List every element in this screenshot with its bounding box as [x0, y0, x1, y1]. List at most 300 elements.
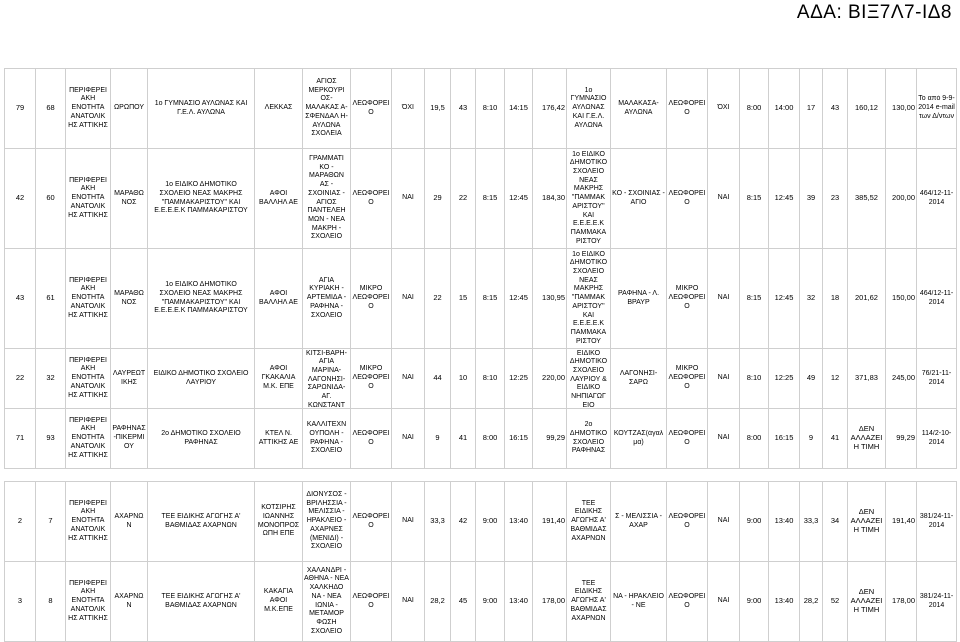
escort-cell	[392, 562, 425, 642]
cost-cell-text: 191,40	[542, 517, 565, 526]
start-time-new-cell-text: 8:00	[746, 104, 762, 113]
vehicle-new-cell-text: ΛΕΩΦΟΡΕΙ Ο	[668, 99, 706, 116]
end-time-new-cell-text: 16:15	[774, 434, 794, 443]
reference-cell	[917, 562, 957, 642]
route-cell	[303, 149, 351, 249]
region-cell-text: ΠΕΡΙΦΕΡΕΙ ΑΚΗ ΕΝΟΤΗΤΑ ΑΝΑΤΟΛΙΚ ΗΣ ΑΤΤΙΚΗΣ	[68, 276, 108, 319]
cost-final-cell-text: 99,29	[896, 434, 915, 443]
route-new-cell	[611, 409, 667, 469]
start-time-new-cell	[740, 149, 769, 249]
escort-new-cell-text: ΝΑΙ	[717, 517, 730, 525]
school-new-cell-text: 1ο ΕΙΔΙΚΟ ΔΗΜΟΤΙΚΟ ΣΧΟΛΕΙΟ ΝΕΑΣ ΜΑΚΡΗΣ "ΠΑΜΜΑΚ ΑΡΙΣΤΟΥ" ΚΑΙ Ε.Ε.Ε.Ε.Κ ΠΑΜΜΑΚΑ ΡΙΣΤΟΥ	[569, 250, 608, 345]
municipality-cell-text: ΛΑΥΡΕΩΤΙΚΗΣ	[112, 369, 146, 386]
vehicle-type-cell-text: ΛΕΩΦΟΡΕΙ Ο	[352, 512, 390, 529]
escort-new-cell-text: ΝΑΙ	[717, 434, 730, 442]
start-time-new-cell-text: 9:00	[746, 517, 762, 526]
cost-cell	[533, 562, 567, 642]
start-time-cell	[476, 349, 505, 409]
carrier-cell-text: ΚΟΤΣΙΡΗΣ ΙΩΑΝΝΗΣ ΜΟΝΟΠΡΟΣ ΩΠΗ ΕΠΕ	[257, 504, 300, 538]
school-new-cell	[567, 69, 611, 149]
vehicle-type-cell-text: ΜΙΚΡΟ ΛΕΩΦΟΡΕΙ Ο	[352, 285, 390, 310]
school-new-cell	[567, 349, 611, 409]
cost-cell-text: 184,30	[542, 194, 565, 203]
row-code-cell	[36, 562, 66, 642]
school-new-cell	[567, 149, 611, 249]
municipality-cell-text: ΩΡΩΠΟΥ	[113, 104, 145, 112]
cost-new-cell	[848, 349, 886, 409]
students-new-cell-text: 52	[830, 597, 840, 606]
row-number-cell	[5, 69, 36, 149]
end-time-new-cell	[769, 482, 800, 562]
start-time-cell	[476, 562, 505, 642]
km-new-cell-text: 28,2	[803, 597, 819, 606]
end-time-cell-text: 16:15	[509, 434, 528, 443]
region-cell	[66, 562, 111, 642]
escort-cell-text: ΝΑΙ	[402, 294, 414, 302]
start-time-cell	[476, 249, 505, 349]
school-new-cell	[567, 482, 611, 562]
vehicle-type-cell-text: ΛΕΩΦΟΡΕΙ Ο	[352, 592, 390, 609]
km-new-cell	[800, 409, 823, 469]
km-new-cell-text: 17	[806, 104, 816, 113]
region-cell	[66, 149, 111, 249]
students-new-cell-text: 34	[830, 517, 840, 526]
escort-cell-text: ΝΑΙ	[402, 597, 414, 605]
students-new-cell-text: 23	[830, 194, 840, 203]
reference-cell-text: 464/12-11-2014	[919, 289, 954, 306]
vehicle-type-cell	[351, 562, 392, 642]
end-time-cell	[505, 349, 533, 409]
route-new-cell-text: ΚΟΥΤΖΑΣ(άγαλμα)	[613, 429, 664, 446]
start-time-cell	[476, 69, 505, 149]
students-cell	[451, 482, 476, 562]
reference-cell-text: 464/12-11-2014	[919, 189, 954, 206]
cost-new-cell-text: ΔΕΝ ΑΛΛΑΖΕΙ Η ΤΙΜΗ	[850, 425, 883, 451]
municipality-cell-text: ΑΧΑΡΝΩΝ	[114, 592, 144, 609]
km-cell	[425, 69, 451, 149]
cost-new-cell-text: 371,83	[855, 374, 878, 383]
region-cell	[66, 349, 111, 409]
cost-final-cell	[886, 562, 917, 642]
escort-new-cell-text: ΝΑΙ	[717, 597, 730, 605]
reference-cell	[917, 482, 957, 562]
students-cell-text: 22	[458, 194, 468, 203]
table-row	[5, 349, 957, 409]
km-cell-text: 9	[435, 434, 440, 443]
reference-cell	[917, 409, 957, 469]
row-code-cell	[36, 69, 66, 149]
row-number-cell-text: 2	[17, 517, 23, 526]
students-cell	[451, 562, 476, 642]
escort-new-cell	[708, 149, 740, 249]
municipality-cell	[111, 149, 148, 249]
start-time-cell-text: 8:10	[482, 104, 498, 113]
start-time-cell	[476, 482, 505, 562]
row-number-cell	[5, 482, 36, 562]
row-number-cell-text: 43	[15, 294, 25, 303]
carrier-cell-text: ΛΕΚΚΑΣ	[264, 104, 293, 112]
vehicle-new-cell	[667, 409, 708, 469]
students-new-cell	[823, 149, 848, 249]
vehicle-new-cell-text: ΛΕΩΦΟΡΕΙ Ο	[668, 512, 706, 529]
school-new-cell-text: ΤΕΕ ΕΙΔΙΚΗΣ ΑΓΩΓΗΣ Α' ΒΑΘΜΙΔΑΣ ΑΧΑΡΝΩΝ	[570, 499, 607, 542]
vehicle-new-cell	[667, 249, 708, 349]
route-cell	[303, 409, 351, 469]
region-cell	[66, 249, 111, 349]
row-code-cell	[36, 249, 66, 349]
reference-cell-text: 114/2-10-2014	[921, 429, 952, 446]
school-new-cell-text: ΤΕΕ ΕΙΔΙΚΗΣ ΑΓΩΓΗΣ Α' ΒΑΘΜΙΔΑΣ ΑΧΑΡΝΩΝ	[570, 579, 607, 622]
cost-final-cell-text: 178,00	[892, 597, 915, 606]
students-new-cell-text: 18	[830, 294, 840, 303]
route-cell-text: ΚΙΤΣΙ-ΒΑΡΗ-ΑΓΙΑ ΜΑΡΙΝΑ-ΛΑΓΟΝΗΣΙ-ΣΑΡΩΝΙΔΑ-ΑΓ. ΚΩΝΣΤΑΝΤ	[306, 349, 347, 408]
school-cell	[148, 349, 255, 409]
escort-cell-text: ΌΧΙ	[401, 104, 415, 112]
school-cell-text: ΤΕΕ ΕΙΔΙΚΗΣ ΑΓΩΓΗΣ Α' ΒΑΘΜΙΔΑΣ ΑΧΑΡΝΩΝ	[161, 512, 241, 529]
escort-cell	[392, 149, 425, 249]
cost-final-cell	[886, 349, 917, 409]
vehicle-type-cell	[351, 482, 392, 562]
km-new-cell-text: 9	[808, 434, 814, 443]
end-time-new-cell	[769, 409, 800, 469]
municipality-cell	[111, 349, 148, 409]
reference-cell-text: Το από 9-9-2014 e-mail των Δ/ντων	[918, 95, 955, 120]
end-time-new-cell-text: 12:45	[774, 294, 794, 303]
table-row	[5, 69, 957, 149]
cost-new-cell-text: 160,12	[855, 104, 878, 113]
vehicle-new-cell-text: ΛΕΩΦΟΡΕΙ Ο	[668, 189, 706, 206]
reference-cell	[917, 149, 957, 249]
escort-new-cell	[708, 249, 740, 349]
km-cell-text: 22	[433, 294, 442, 303]
start-time-cell-text: 9:00	[482, 517, 498, 526]
spacer-cell	[5, 469, 957, 482]
escort-new-cell	[708, 562, 740, 642]
escort-new-cell	[708, 69, 740, 149]
school-cell-text: ΕΙΔΙΚΟ ΔΗΜΟΤΙΚΟ ΣΧΟΛΕΙΟ ΛΑΥΡΙΟΥ	[153, 369, 249, 386]
end-time-new-cell-text: 13:40	[774, 597, 794, 606]
row-code-cell-text: 7	[48, 517, 53, 526]
start-time-new-cell-text: 8:10	[746, 374, 762, 383]
cost-new-cell-text: 201,62	[855, 294, 878, 303]
cost-new-cell-text: ΔΕΝ ΑΛΛΑΖΕΙ Η ΤΙΜΗ	[850, 588, 883, 614]
cost-final-cell-text: 150,00	[892, 294, 915, 303]
document-id: ΑΔΑ: ΒΙΞ7Λ7-ΙΔ8	[796, 2, 952, 23]
route-new-cell	[611, 249, 667, 349]
carrier-cell	[255, 349, 303, 409]
route-cell	[303, 249, 351, 349]
cost-final-cell	[886, 69, 917, 149]
row-number-cell	[5, 349, 36, 409]
route-cell	[303, 482, 351, 562]
school-cell	[148, 482, 255, 562]
start-time-new-cell-text: 8:15	[746, 294, 762, 303]
municipality-cell-text: ΡΑΦΗΝΑΣ-ΠΙΚΕΡΜΙΟΥ	[112, 425, 146, 450]
reference-cell-text: 76/21-11-2014	[921, 369, 952, 386]
cost-cell-text: 99,29	[546, 434, 565, 443]
end-time-cell-text: 12:45	[509, 294, 528, 303]
end-time-cell-text: 12:25	[509, 374, 528, 383]
end-time-new-cell-text: 12:25	[774, 374, 794, 383]
row-code-cell	[36, 409, 66, 469]
route-cell-text: ΑΓΙΑ ΚΥΡΙΑΚΗ - ΑΡΤΕΜΙΔΑ - ΡΑΦΗΝΑ - ΣΧΟΛΕΙΟ	[306, 276, 347, 319]
vehicle-new-cell-text: ΜΙΚΡΟ ΛΕΩΦΟΡΕΙ Ο	[668, 365, 706, 390]
students-cell-text: 10	[458, 374, 468, 383]
carrier-cell	[255, 562, 303, 642]
km-cell	[425, 562, 451, 642]
table-row	[5, 149, 957, 249]
vehicle-type-cell	[351, 349, 392, 409]
route-cell	[303, 562, 351, 642]
row-number-cell-text: 3	[17, 597, 23, 606]
region-cell	[66, 482, 111, 562]
students-new-cell-text: 41	[830, 434, 840, 443]
cost-new-cell	[848, 409, 886, 469]
end-time-cell	[505, 149, 533, 249]
municipality-cell	[111, 249, 148, 349]
escort-new-cell	[708, 482, 740, 562]
cost-new-cell	[848, 482, 886, 562]
km-cell-text: 19,5	[430, 104, 445, 113]
cost-cell	[533, 349, 567, 409]
route-new-cell	[611, 149, 667, 249]
vehicle-new-cell-text: ΛΕΩΦΟΡΕΙ Ο	[668, 429, 706, 446]
carrier-cell-text: ΑΦΟΙ ΓΚΑΚΑΛΙΑ Μ.Κ. ΕΠΕ	[261, 365, 296, 390]
region-cell-text: ΠΕΡΙΦΕΡΕΙ ΑΚΗ ΕΝΟΤΗΤΑ ΑΝΑΤΟΛΙΚ ΗΣ ΑΤΤΙΚΗΣ	[68, 86, 108, 129]
vehicle-type-cell	[351, 409, 392, 469]
cost-cell	[533, 482, 567, 562]
start-time-cell-text: 9:00	[482, 597, 498, 606]
escort-new-cell-text: ΝΑΙ	[717, 194, 730, 202]
vehicle-type-cell	[351, 249, 392, 349]
table-row	[5, 249, 957, 349]
cost-cell-text: 176,42	[542, 104, 565, 113]
escort-new-cell-text: ΝΑΙ	[717, 374, 730, 382]
end-time-cell	[505, 562, 533, 642]
end-time-new-cell	[769, 69, 800, 149]
route-new-cell-text: ΚΟ - ΣΧΟΙΝΙΑΣ - ΑΓΙΟ	[612, 189, 665, 206]
carrier-cell-text: ΚΤΕΛ Ν. ΑΤΤΙΚΗΣ ΑΕ	[258, 429, 299, 446]
school-cell	[148, 409, 255, 469]
escort-cell	[392, 482, 425, 562]
start-time-cell-text: 8:15	[482, 294, 498, 303]
escort-cell	[392, 69, 425, 149]
end-time-new-cell	[769, 249, 800, 349]
km-cell	[425, 249, 451, 349]
row-number-cell-text: 79	[15, 104, 25, 113]
row-number-cell	[5, 249, 36, 349]
row-number-cell-text: 22	[15, 374, 25, 383]
students-new-cell	[823, 349, 848, 409]
cost-cell-text: 178,00	[542, 597, 565, 606]
students-cell	[451, 149, 476, 249]
cost-new-cell-text: ΔΕΝ ΑΛΛΑΖΕΙ Η ΤΙΜΗ	[850, 508, 883, 534]
km-cell-text: 28,2	[430, 597, 445, 606]
cost-final-cell-text: 191,40	[892, 517, 915, 526]
km-cell-text: 33,3	[430, 517, 445, 526]
vehicle-new-cell	[667, 482, 708, 562]
start-time-new-cell	[740, 249, 769, 349]
start-time-new-cell	[740, 349, 769, 409]
school-new-cell-text: 2ο ΔΗΜΟΤΙΚΟ ΣΧΟΛΕΙΟ ΡΑΦΗΝΑΣ	[569, 421, 608, 455]
carrier-cell-text: ΚΑΚΑΓΙΑ ΑΦΟΙ Μ.Κ.ΕΠΕ	[263, 588, 294, 613]
start-time-new-cell-text: 8:15	[746, 194, 762, 203]
school-new-cell	[567, 249, 611, 349]
km-new-cell	[800, 249, 823, 349]
route-new-cell	[611, 482, 667, 562]
school-cell	[148, 562, 255, 642]
row-number-cell-text: 71	[15, 434, 25, 443]
students-new-cell	[823, 409, 848, 469]
row-spacer	[5, 469, 957, 482]
route-new-cell	[611, 349, 667, 409]
students-cell-text: 41	[458, 434, 468, 443]
escort-cell	[392, 409, 425, 469]
vehicle-type-cell-text: ΛΕΩΦΟΡΕΙ Ο	[352, 99, 390, 116]
region-cell	[66, 69, 111, 149]
region-cell-text: ΠΕΡΙΦΕΡΕΙ ΑΚΗ ΕΝΟΤΗΤΑ ΑΝΑΤΟΛΙΚ ΗΣ ΑΤΤΙΚΗΣ	[68, 416, 108, 459]
start-time-cell-text: 8:10	[482, 374, 498, 383]
end-time-cell-text: 13:40	[509, 517, 528, 526]
students-cell	[451, 69, 476, 149]
cost-new-cell	[848, 249, 886, 349]
school-cell-text: 2ο ΔΗΜΟΤΙΚΟ ΣΧΟΛΕΙΟ ΡΑΦΗΝΑΣ	[161, 429, 241, 446]
km-new-cell-text: 39	[806, 194, 816, 203]
school-cell-text: ΤΕΕ ΕΙΔΙΚΗΣ ΑΓΩΓΗΣ Α' ΒΑΘΜΙΔΑΣ ΑΧΑΡΝΩΝ	[161, 592, 241, 609]
region-cell-text: ΠΕΡΙΦΕΡΕΙ ΑΚΗ ΕΝΟΤΗΤΑ ΑΝΑΤΟΛΙΚ ΗΣ ΑΤΤΙΚΗΣ	[68, 579, 108, 622]
carrier-cell-text: ΑΦΟΙ ΒΑΛΛΗΛ ΑΕ	[259, 189, 298, 206]
table-row	[5, 562, 957, 642]
route-new-cell-text: ΜΑΛΑΚΑΣΑ-ΑΥΛΩΝΑ	[618, 99, 659, 116]
end-time-cell-text: 13:40	[509, 597, 528, 606]
end-time-new-cell-text: 13:40	[774, 517, 794, 526]
escort-new-cell-text: ΌΧΙ	[717, 104, 730, 112]
escort-new-cell	[708, 409, 740, 469]
carrier-cell	[255, 149, 303, 249]
row-code-cell-text: 93	[46, 434, 55, 443]
students-new-cell	[823, 562, 848, 642]
cost-final-cell	[886, 482, 917, 562]
row-code-cell-text: 32	[46, 374, 55, 383]
km-cell-text: 29	[433, 194, 442, 203]
escort-cell-text: ΝΑΙ	[402, 374, 414, 382]
route-cell-text: ΑΓΙΟΣ ΜΕΡΚΟΥΡΙ ΟΣ- ΜΑΛΑΚΑΣ Α- ΣΦΕΝΔΑΛ Η-ΑΥΛΩΝΑ ΣΧΟΛΕΙΑ	[305, 78, 348, 138]
cost-cell	[533, 149, 567, 249]
region-cell-text: ΠΕΡΙΦΕΡΕΙ ΑΚΗ ΕΝΟΤΗΤΑ ΑΝΑΤΟΛΙΚ ΗΣ ΑΤΤΙΚΗΣ	[68, 356, 108, 399]
students-cell-text: 42	[458, 517, 468, 526]
cost-cell	[533, 69, 567, 149]
municipality-cell-text: ΑΧΑΡΝΩΝ	[114, 512, 144, 529]
transport-table	[4, 68, 957, 642]
school-cell-text: 1ο ΕΙΔΙΚΟ ΔΗΜΟΤΙΚΟ ΣΧΟΛΕΙΟ ΝΕΑΣ ΜΑΚΡΗΣ "ΠΑΜΜΑΚΑΡΙΣΤΟΥ" ΚΑΙ Ε.Ε.Ε.Ε.Κ ΠΑΜΜΑΚΑΡΙΣΤΟΥ	[154, 281, 248, 315]
end-time-cell-text: 14:15	[509, 104, 528, 113]
row-code-cell	[36, 149, 66, 249]
end-time-cell	[505, 69, 533, 149]
students-new-cell	[823, 249, 848, 349]
reference-cell	[917, 349, 957, 409]
start-time-cell-text: 8:00	[482, 434, 498, 443]
municipality-cell-text: ΜΑΡΑΘΩΝΟΣ	[114, 289, 144, 306]
students-cell-text: 43	[458, 104, 468, 113]
row-code-cell	[36, 349, 66, 409]
students-new-cell-text: 43	[830, 104, 840, 113]
route-new-cell-text: Σ - ΜΕΛΙΣΣΙΑ - ΑΧΑΡ	[615, 512, 662, 529]
school-new-cell-text: 1ο ΓΥΜΝΑΣΙΟ ΑΥΛΩΝΑΣ ΚΑΙ Γ.Ε.Λ. ΑΥΛΩΝΑ	[570, 86, 607, 129]
route-new-cell-text: ΡΑΦΗΝΑ - Λ. ΒΡΑΥΡ	[617, 289, 660, 306]
end-time-new-cell	[769, 149, 800, 249]
cost-cell-text: 130,95	[542, 294, 565, 303]
start-time-cell	[476, 409, 505, 469]
start-time-new-cell	[740, 69, 769, 149]
vehicle-new-cell	[667, 562, 708, 642]
cost-cell	[533, 409, 567, 469]
school-cell-text: 1ο ΕΙΔΙΚΟ ΔΗΜΟΤΙΚΟ ΣΧΟΛΕΙΟ ΝΕΑΣ ΜΑΚΡΗΣ "ΠΑΜΜΑΚΑΡΙΣΤΟΥ" ΚΑΙ Ε.Ε.Ε.Ε.Κ ΠΑΜΜΑΚΑΡΙΣΤΟΥ	[154, 181, 248, 215]
region-cell	[66, 409, 111, 469]
school-cell	[148, 69, 255, 149]
cost-new-cell	[848, 562, 886, 642]
vehicle-new-cell	[667, 349, 708, 409]
km-new-cell-text: 49	[806, 374, 816, 383]
vehicle-type-cell	[351, 69, 392, 149]
start-time-new-cell	[740, 409, 769, 469]
km-new-cell	[800, 482, 823, 562]
end-time-cell	[505, 482, 533, 562]
region-cell-text: ΠΕΡΙΦΕΡΕΙ ΑΚΗ ΕΝΟΤΗΤΑ ΑΝΑΤΟΛΙΚ ΗΣ ΑΤΤΙΚΗΣ	[68, 499, 108, 542]
vehicle-new-cell-text: ΜΙΚΡΟ ΛΕΩΦΟΡΕΙ Ο	[668, 285, 706, 310]
vehicle-type-cell-text: ΛΕΩΦΟΡΕΙ Ο	[352, 429, 390, 446]
cost-final-cell	[886, 249, 917, 349]
municipality-cell	[111, 562, 148, 642]
escort-cell-text: ΝΑΙ	[402, 517, 414, 525]
school-cell-text: 1ο ΓΥΜΝΑΣΙΟ ΑΥΛΩΝΑΣ ΚΑΙ Γ.Ε.Λ. ΑΥΛΩΝΑ	[154, 99, 248, 116]
vehicle-type-cell-text: ΜΙΚΡΟ ΛΕΩΦΟΡΕΙ Ο	[352, 365, 390, 390]
end-time-new-cell	[769, 349, 800, 409]
escort-cell-text: ΝΑΙ	[402, 194, 414, 202]
cost-final-cell-text: 245,00	[892, 374, 915, 383]
students-cell	[451, 409, 476, 469]
row-number-cell	[5, 409, 36, 469]
km-new-cell-text: 32	[806, 294, 816, 303]
row-code-cell-text: 8	[48, 597, 53, 606]
escort-new-cell-text: ΝΑΙ	[717, 294, 730, 302]
reference-cell	[917, 69, 957, 149]
start-time-new-cell	[740, 482, 769, 562]
km-cell	[425, 349, 451, 409]
region-cell-text: ΠΕΡΙΦΕΡΕΙ ΑΚΗ ΕΝΟΤΗΤΑ ΑΝΑΤΟΛΙΚ ΗΣ ΑΤΤΙΚΗΣ	[68, 176, 108, 219]
escort-cell	[392, 349, 425, 409]
students-new-cell-text: 12	[830, 374, 840, 383]
students-cell	[451, 249, 476, 349]
route-cell-text: ΔΙΟΝΥΣΟΣ - ΒΡΙΛΗΣΣΙΑ - ΜΕΛΙΣΣΙΑ - ΗΡΑΚΛΕΙΟ - ΑΧΑΡΝΕΣ (ΜΕΝΙΔΙ) - ΣΧΟΛΕΙΟ	[306, 491, 347, 551]
row-number-cell	[5, 149, 36, 249]
carrier-cell	[255, 482, 303, 562]
school-cell	[148, 249, 255, 349]
km-cell	[425, 149, 451, 249]
route-new-cell-text: ΛΑΓΟΝΗΣΙ-ΣΑΡΩ	[619, 369, 658, 386]
row-number-cell	[5, 562, 36, 642]
students-new-cell	[823, 482, 848, 562]
end-time-new-cell-text: 14:00	[774, 104, 794, 113]
route-cell	[303, 349, 351, 409]
row-code-cell	[36, 482, 66, 562]
cost-cell-text: 220,00	[542, 374, 565, 383]
km-new-cell	[800, 562, 823, 642]
students-cell	[451, 349, 476, 409]
school-new-cell-text: 1ο ΕΙΔΙΚΟ ΔΗΜΟΤΙΚΟ ΣΧΟΛΕΙΟ ΝΕΑΣ ΜΑΚΡΗΣ "ΠΑΜΜΑΚ ΑΡΙΣΤΟΥ" ΚΑΙ Ε.Ε.Ε.Ε.Κ ΠΑΜΜΑΚΑ ΡΙΣΤΟΥ	[569, 150, 608, 245]
end-time-cell-text: 12:45	[509, 194, 528, 203]
cost-final-cell-text: 200,00	[892, 194, 915, 203]
start-time-cell-text: 8:15	[482, 194, 498, 203]
